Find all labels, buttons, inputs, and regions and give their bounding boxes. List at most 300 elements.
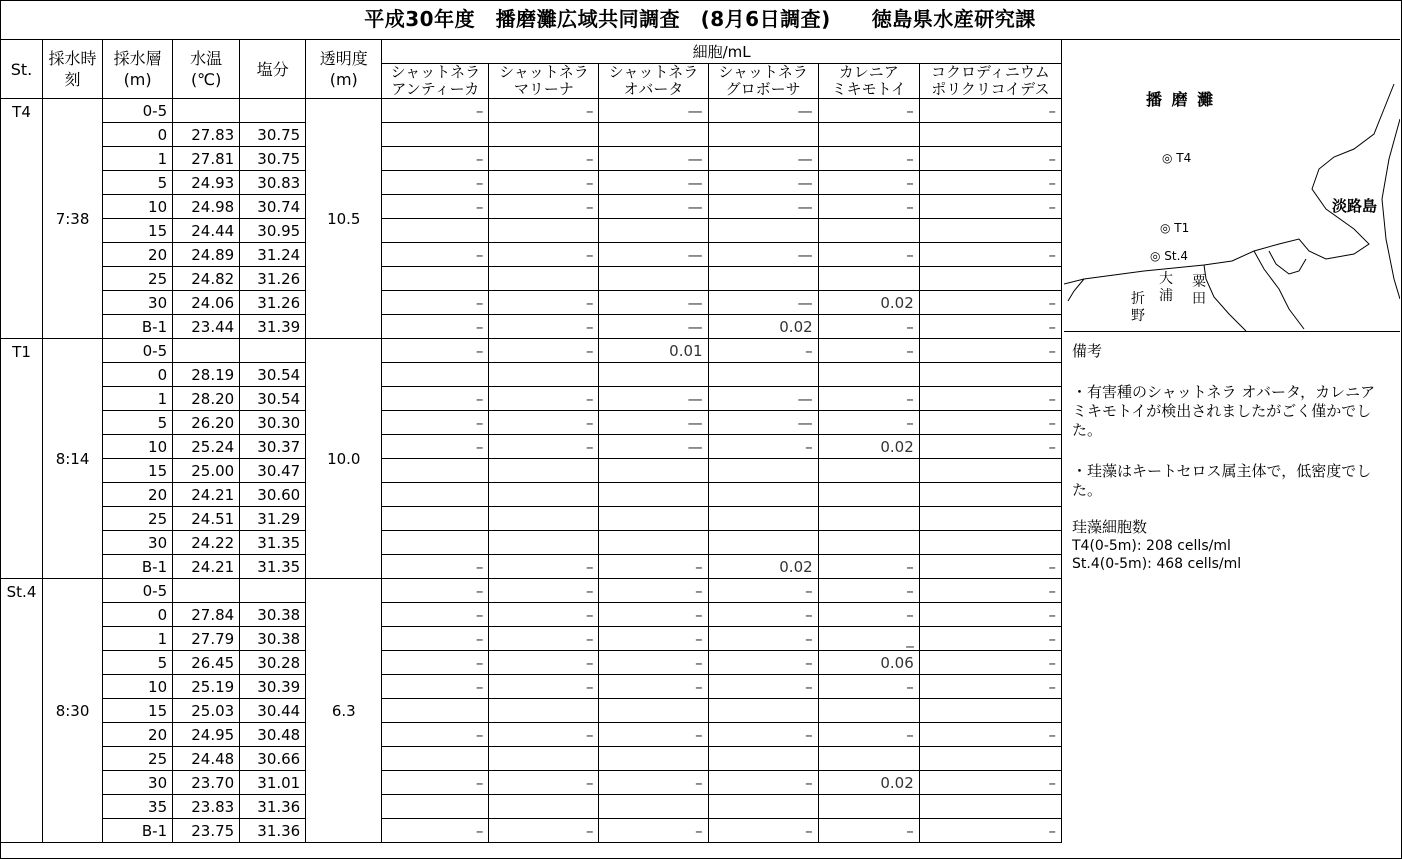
water-temp: 26.45	[173, 651, 240, 675]
cell-density-1	[489, 483, 599, 507]
cell-density-1: –	[489, 243, 599, 267]
cell-density-4	[818, 363, 919, 387]
sampling-layer: 1	[103, 627, 173, 651]
water-temp: 25.00	[173, 459, 240, 483]
cell-density-2	[599, 747, 708, 771]
header-species-5-line-0: コクロディニウム	[931, 63, 1050, 81]
cell-density-2	[599, 507, 708, 531]
cell-density-0	[382, 747, 489, 771]
salinity: 31.35	[240, 555, 306, 579]
cell-density-2: —	[599, 171, 708, 195]
cell-density-4: –	[818, 171, 919, 195]
cell-density-1: –	[489, 195, 599, 219]
header-species-0-line-0: シャットネラ	[390, 63, 481, 81]
table-row	[1, 267, 1062, 291]
survey-table	[0, 39, 1062, 843]
cell-density-0: –	[382, 99, 489, 123]
cell-density-3: –	[708, 339, 818, 363]
cell-density-5: –	[919, 243, 1061, 267]
transparency: 10.5	[306, 99, 382, 339]
cell-density-2: —	[599, 387, 708, 411]
cell-density-2: –	[599, 555, 708, 579]
table-row	[1, 651, 1062, 675]
header-species-5-line-1: ポリクリコイデス	[931, 80, 1050, 98]
header-species-1	[489, 64, 599, 99]
map-place-oryano: 折 野	[1131, 291, 1145, 324]
sampling-layer: 0-5	[103, 99, 173, 123]
cell-density-0: –	[382, 315, 489, 339]
salinity: 30.38	[240, 603, 306, 627]
cell-density-1: –	[489, 387, 599, 411]
cell-density-5	[919, 123, 1061, 147]
water-temp: 28.19	[173, 363, 240, 387]
cell-density-1: –	[489, 171, 599, 195]
cell-density-2: –	[599, 771, 708, 795]
cell-density-4: –	[818, 243, 919, 267]
water-temp: 24.21	[173, 555, 240, 579]
sampling-layer: 20	[103, 243, 173, 267]
water-temp	[173, 579, 240, 603]
header-transparency: 透明度(m)	[306, 40, 382, 99]
cell-density-5	[919, 459, 1061, 483]
cell-density-1: –	[489, 147, 599, 171]
cell-density-0	[382, 507, 489, 531]
cell-density-0	[382, 699, 489, 723]
cell-density-3: —	[708, 243, 818, 267]
table-row	[1, 603, 1062, 627]
sampling-layer: 20	[103, 723, 173, 747]
salinity	[240, 99, 306, 123]
cell-density-0	[382, 219, 489, 243]
cell-density-0	[382, 483, 489, 507]
cell-density-4: –	[818, 411, 919, 435]
salinity: 31.01	[240, 771, 306, 795]
header-cells-unit: 細胞/mL	[382, 40, 1062, 64]
table-row	[1, 531, 1062, 555]
cell-density-2: –	[599, 723, 708, 747]
salinity: 30.66	[240, 747, 306, 771]
cell-density-3: –	[708, 627, 818, 651]
cell-density-1	[489, 795, 599, 819]
table-row	[1, 171, 1062, 195]
cell-density-2	[599, 483, 708, 507]
cell-density-5	[919, 795, 1061, 819]
cell-density-1: –	[489, 651, 599, 675]
header-species-3-line-1: グロボーサ	[725, 80, 801, 98]
sampling-layer: 25	[103, 267, 173, 291]
cell-density-1	[489, 531, 599, 555]
water-temp: 24.22	[173, 531, 240, 555]
cell-density-4: –	[818, 315, 919, 339]
cell-density-1: –	[489, 771, 599, 795]
salinity: 31.36	[240, 795, 306, 819]
cell-density-3: –	[708, 771, 818, 795]
sampling-layer: B-1	[103, 555, 173, 579]
sampling-layer: 15	[103, 219, 173, 243]
sampling-layer: 1	[103, 387, 173, 411]
header-salinity: 塩分	[240, 40, 306, 99]
cell-density-4	[818, 531, 919, 555]
cell-density-5: –	[919, 819, 1061, 843]
cell-density-0: –	[382, 819, 489, 843]
cell-density-4	[818, 483, 919, 507]
cell-density-3	[708, 267, 818, 291]
sampling-layer: 10	[103, 195, 173, 219]
salinity	[240, 579, 306, 603]
table-row	[1, 723, 1062, 747]
table-row	[1, 123, 1062, 147]
salinity: 30.44	[240, 699, 306, 723]
diatom-count-t4: T4(0-5m): 208 cells/ml	[1072, 538, 1231, 554]
map-label-awajishima: 淡路島	[1332, 197, 1378, 215]
header-species-3-line-0: シャットネラ	[718, 63, 808, 81]
cell-density-5	[919, 483, 1061, 507]
cell-density-3	[708, 747, 818, 771]
cell-density-5	[919, 267, 1061, 291]
cell-density-2	[599, 699, 708, 723]
cell-density-5: –	[919, 315, 1061, 339]
cell-density-4: 0.02	[818, 291, 919, 315]
cell-density-0: –	[382, 147, 489, 171]
sampling-time: 8:14	[43, 339, 103, 579]
cell-density-2: –	[599, 603, 708, 627]
water-temp: 25.19	[173, 675, 240, 699]
water-temp: 27.81	[173, 147, 240, 171]
table-row	[1, 387, 1062, 411]
salinity: 30.75	[240, 123, 306, 147]
cell-density-5: –	[919, 627, 1061, 651]
map-coastline-graphic	[1064, 39, 1400, 331]
header-species-0-line-1: アンティーカ	[391, 80, 480, 98]
cell-density-5	[919, 699, 1061, 723]
cell-density-2: —	[599, 99, 708, 123]
cell-density-5	[919, 363, 1061, 387]
cell-density-5: –	[919, 171, 1061, 195]
table-row	[1, 99, 1062, 123]
cell-density-2: 0.01	[599, 339, 708, 363]
cell-density-1: –	[489, 819, 599, 843]
cell-density-4: –	[818, 195, 919, 219]
cell-density-4	[818, 699, 919, 723]
cell-density-4	[818, 459, 919, 483]
map-station-t1: ◎ T1	[1160, 221, 1190, 235]
table-row	[1, 339, 1062, 363]
cell-density-2: —	[599, 411, 708, 435]
cell-density-3	[708, 699, 818, 723]
salinity: 31.26	[240, 291, 306, 315]
water-temp: 23.75	[173, 819, 240, 843]
salinity: 30.38	[240, 627, 306, 651]
cell-density-5: –	[919, 603, 1061, 627]
cell-density-1	[489, 219, 599, 243]
cell-density-3	[708, 795, 818, 819]
cell-density-1: –	[489, 723, 599, 747]
remarks-heading: 備考	[1072, 342, 1103, 360]
cell-density-5	[919, 507, 1061, 531]
table-row	[1, 459, 1062, 483]
water-temp: 24.93	[173, 171, 240, 195]
cell-density-5: –	[919, 771, 1061, 795]
cell-density-0: –	[382, 387, 489, 411]
cell-density-5: –	[919, 651, 1061, 675]
header-species-1-line-1: マリーナ	[513, 80, 574, 98]
sampling-layer: 15	[103, 459, 173, 483]
sampling-layer: 5	[103, 171, 173, 195]
sampling-layer: 5	[103, 651, 173, 675]
cell-density-4: –	[818, 339, 919, 363]
cell-density-5: –	[919, 195, 1061, 219]
table-row	[1, 483, 1062, 507]
cell-density-5: –	[919, 411, 1061, 435]
table-row	[1, 243, 1062, 267]
cell-density-3	[708, 219, 818, 243]
cell-density-0	[382, 123, 489, 147]
salinity: 30.28	[240, 651, 306, 675]
salinity: 31.29	[240, 507, 306, 531]
cell-density-3: —	[708, 171, 818, 195]
cell-density-1: –	[489, 435, 599, 459]
header-station: St.	[1, 40, 43, 99]
header-species-2-line-0: シャットネラ	[608, 63, 699, 81]
header-sampling-time: 採水時刻	[43, 40, 103, 99]
water-temp: 27.83	[173, 123, 240, 147]
cell-density-1: –	[489, 291, 599, 315]
water-temp: 24.82	[173, 267, 240, 291]
transparency: 6.3	[306, 579, 382, 843]
sampling-layer: B-1	[103, 819, 173, 843]
table-row	[1, 699, 1062, 723]
remarks-section	[1064, 332, 1400, 857]
header-species-1-line-0: シャットネラ	[499, 63, 589, 81]
transparency: 10.0	[306, 339, 382, 579]
salinity: 31.39	[240, 315, 306, 339]
station-name: T4	[1, 99, 43, 339]
header-species-4-line-1: ミキモトイ	[831, 80, 906, 98]
water-temp: 23.44	[173, 315, 240, 339]
table-row	[1, 411, 1062, 435]
diatom-count-st4: St.4(0-5m): 468 cells/ml	[1072, 556, 1242, 572]
cell-density-1: –	[489, 339, 599, 363]
water-temp	[173, 99, 240, 123]
cell-density-4: –	[818, 723, 919, 747]
cell-density-5: –	[919, 555, 1061, 579]
cell-density-3: —	[708, 387, 818, 411]
table-row	[1, 675, 1062, 699]
cell-density-3	[708, 363, 818, 387]
cell-density-1: –	[489, 603, 599, 627]
cell-density-1	[489, 507, 599, 531]
cell-density-5: –	[919, 675, 1061, 699]
cell-density-0: –	[382, 555, 489, 579]
sampling-layer: 25	[103, 507, 173, 531]
remarks-harmful-species: ・有害種のシャットネラ オバータ，カレニア ミキモトイが検出されましたがごく僅かでした。	[1072, 383, 1376, 439]
cell-density-2: —	[599, 243, 708, 267]
cell-density-4	[818, 747, 919, 771]
water-temp: 24.95	[173, 723, 240, 747]
cell-density-5: –	[919, 579, 1061, 603]
cell-density-1	[489, 699, 599, 723]
cell-density-0: –	[382, 291, 489, 315]
cell-density-4	[818, 219, 919, 243]
map-place-ooura: 大 浦	[1159, 271, 1173, 304]
right-panel	[1064, 39, 1400, 857]
cell-density-2: —	[599, 291, 708, 315]
sampling-layer: 30	[103, 771, 173, 795]
salinity	[240, 339, 306, 363]
sampling-layer: 0-5	[103, 579, 173, 603]
water-temp: 23.70	[173, 771, 240, 795]
cell-density-3: –	[708, 579, 818, 603]
sampling-layer: 1	[103, 147, 173, 171]
report-title: 平成30年度 播磨灘広域共同調査 (8月6日調査) 徳島県水産研究課	[0, 0, 1400, 40]
water-temp: 24.98	[173, 195, 240, 219]
table-row	[1, 363, 1062, 387]
table-row	[1, 219, 1062, 243]
header-water-temp: 水温(℃)	[173, 40, 240, 99]
cell-density-2	[599, 267, 708, 291]
cell-density-0: –	[382, 195, 489, 219]
cell-density-5: –	[919, 387, 1061, 411]
cell-density-2: –	[599, 651, 708, 675]
cell-density-1	[489, 459, 599, 483]
cell-density-5	[919, 531, 1061, 555]
sampling-layer: 25	[103, 747, 173, 771]
cell-density-0	[382, 459, 489, 483]
cell-density-5	[919, 219, 1061, 243]
table-row	[1, 627, 1062, 651]
header-species-2-line-1: オバータ	[623, 80, 684, 98]
salinity: 30.74	[240, 195, 306, 219]
cell-density-5: –	[919, 99, 1061, 123]
water-temp: 26.20	[173, 411, 240, 435]
cell-density-3: —	[708, 147, 818, 171]
sampling-layer: 0	[103, 363, 173, 387]
sampling-layer: 0	[103, 603, 173, 627]
cell-density-1	[489, 267, 599, 291]
salinity: 30.60	[240, 483, 306, 507]
water-temp: 24.51	[173, 507, 240, 531]
table-row	[1, 795, 1062, 819]
salinity: 30.95	[240, 219, 306, 243]
cell-density-3	[708, 459, 818, 483]
water-temp: 24.89	[173, 243, 240, 267]
cell-density-4: 0.02	[818, 435, 919, 459]
remarks-diatom-summary: ・珪藻はキートセロス属主体で，低密度でした。	[1072, 462, 1372, 499]
cell-density-2: —	[599, 435, 708, 459]
cell-density-3: —	[708, 411, 818, 435]
cell-density-5	[919, 747, 1061, 771]
cell-density-3: 0.02	[708, 555, 818, 579]
salinity: 30.39	[240, 675, 306, 699]
water-temp: 24.44	[173, 219, 240, 243]
cell-density-5: –	[919, 723, 1061, 747]
cell-density-4: –	[818, 147, 919, 171]
table-row	[1, 147, 1062, 171]
cell-density-0: –	[382, 339, 489, 363]
table-row	[1, 579, 1062, 603]
cell-density-1: –	[489, 675, 599, 699]
cell-density-2	[599, 531, 708, 555]
header-species-2	[599, 64, 708, 99]
cell-density-2	[599, 795, 708, 819]
cell-density-3: –	[708, 675, 818, 699]
water-temp: 28.20	[173, 387, 240, 411]
cell-density-3: –	[708, 435, 818, 459]
water-temp: 25.03	[173, 699, 240, 723]
cell-density-2	[599, 459, 708, 483]
cell-density-1: –	[489, 555, 599, 579]
sampling-layer: 20	[103, 483, 173, 507]
table-row	[1, 771, 1062, 795]
cell-density-3: —	[708, 195, 818, 219]
sampling-layer: 30	[103, 531, 173, 555]
cell-density-0: –	[382, 771, 489, 795]
cell-density-0	[382, 267, 489, 291]
cell-density-0: –	[382, 723, 489, 747]
salinity: 31.24	[240, 243, 306, 267]
cell-density-3: –	[708, 603, 818, 627]
map-place-awata: 粟 田	[1192, 274, 1206, 307]
cell-density-4	[818, 507, 919, 531]
cell-density-2: —	[599, 195, 708, 219]
cell-density-1: –	[489, 315, 599, 339]
cell-density-1	[489, 123, 599, 147]
cell-density-2	[599, 123, 708, 147]
salinity: 30.37	[240, 435, 306, 459]
salinity: 30.30	[240, 411, 306, 435]
salinity: 30.54	[240, 387, 306, 411]
table-row	[1, 315, 1062, 339]
sampling-layer: 10	[103, 675, 173, 699]
cell-density-0: –	[382, 243, 489, 267]
table-row	[1, 291, 1062, 315]
header-species-0	[382, 64, 489, 99]
cell-density-1: –	[489, 411, 599, 435]
cell-density-1	[489, 747, 599, 771]
cell-density-0: –	[382, 627, 489, 651]
table-row	[1, 507, 1062, 531]
header-species-3	[708, 64, 818, 99]
salinity: 30.83	[240, 171, 306, 195]
cell-density-5: –	[919, 435, 1061, 459]
cell-density-5: –	[919, 291, 1061, 315]
sampling-layer: 5	[103, 411, 173, 435]
sampling-layer: 0	[103, 123, 173, 147]
cell-density-0	[382, 363, 489, 387]
cell-density-4: –	[818, 579, 919, 603]
salinity: 30.54	[240, 363, 306, 387]
water-temp: 25.24	[173, 435, 240, 459]
header-species-5	[919, 64, 1061, 99]
diatom-count-title: 珪藻細胞数	[1072, 518, 1148, 536]
header-species-4-line-0: カレニア	[838, 63, 899, 81]
sampling-time: 7:38	[43, 99, 103, 339]
cell-density-3: –	[708, 819, 818, 843]
cell-density-0: –	[382, 171, 489, 195]
cell-density-4	[818, 123, 919, 147]
cell-density-4: –	[818, 555, 919, 579]
area-map	[1064, 39, 1400, 332]
cell-density-4	[818, 795, 919, 819]
cell-density-3: —	[708, 99, 818, 123]
cell-density-4: –	[818, 387, 919, 411]
sampling-layer: 10	[103, 435, 173, 459]
cell-density-4	[818, 267, 919, 291]
cell-density-3	[708, 123, 818, 147]
water-temp: 27.79	[173, 627, 240, 651]
cell-density-2: —	[599, 147, 708, 171]
water-temp: 23.83	[173, 795, 240, 819]
